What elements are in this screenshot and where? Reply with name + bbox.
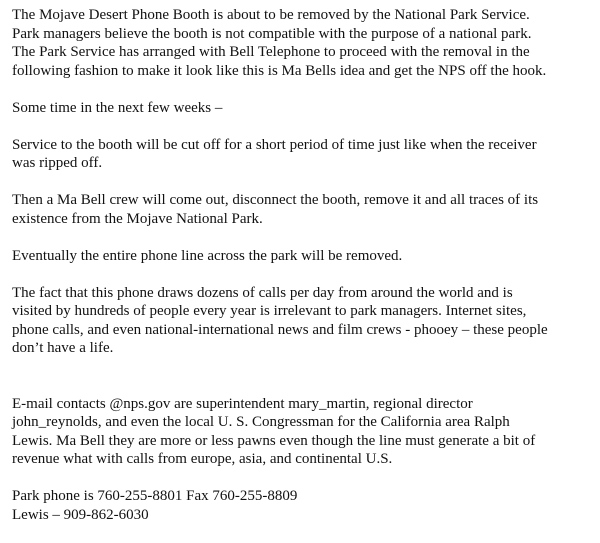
text-line: Park managers believe the booth is not compatible with the purpose of a national park. [12,25,532,42]
text-line: Some time in the next few weeks – [12,99,223,116]
text-line: The fact that this phone draws dozens of calls per day from around the world and is [12,284,513,301]
spacer [12,376,592,395]
text-line: The Mojave Desert Phone Booth is about to be removed by the National Park Service. [12,7,530,23]
text-line: The Park Service has arranged with Bell Telephone to proceed with the removal in the [12,44,530,60]
paragraph-contacts [12,395,592,469]
text-line: don’t have a life. [12,340,114,356]
paragraph-removal [12,191,592,228]
document-page [12,6,592,543]
text-line: Lewis. Ma Bell they are more or less pawns even though the line must generate a bit of [12,432,536,449]
text-line: revenue what with calls from europe, asia, and continental U.S. [12,451,393,467]
paragraph-phone-line [12,247,592,266]
text-line: Then a Ma Bell crew will come out, disconnect the booth, remove it and all traces of its [12,192,539,208]
paragraph-service-cutoff [12,136,592,173]
text-line: Park phone is 760-255-8801 Fax 760-255-8809 [12,488,298,504]
text-line: E-mail contacts @nps.gov are superintendent mary_martin, regional director [12,395,473,412]
text-line: phone calls, and even national-international news and film crews - phooey – these people [12,321,548,338]
text-line: existence from the Mojave National Park. [12,210,263,227]
text-line: following fashion to make it look like this is Ma Bells idea and get the NPS off the hook. [12,62,547,79]
text-line: Eventually the entire phone line across the park will be removed. [12,247,403,264]
text-line: Service to the booth will be cut off for a short period of time just like when the receiver [12,136,537,153]
text-line: visited by hundreds of people every year is irrelevant to park managers. Internet sites, [12,303,527,319]
text-line: john_reynolds, and even the local U. S. Congressman for the California area Ralph [12,414,510,430]
paragraph-popularity [12,284,592,358]
paragraph-announcement [12,6,592,80]
paragraph-phone-numbers [12,487,592,524]
text-line: Lewis – 909-862-6030 [12,506,149,523]
paragraph-timeline [12,99,592,118]
text-line: was ripped off. [12,155,103,171]
